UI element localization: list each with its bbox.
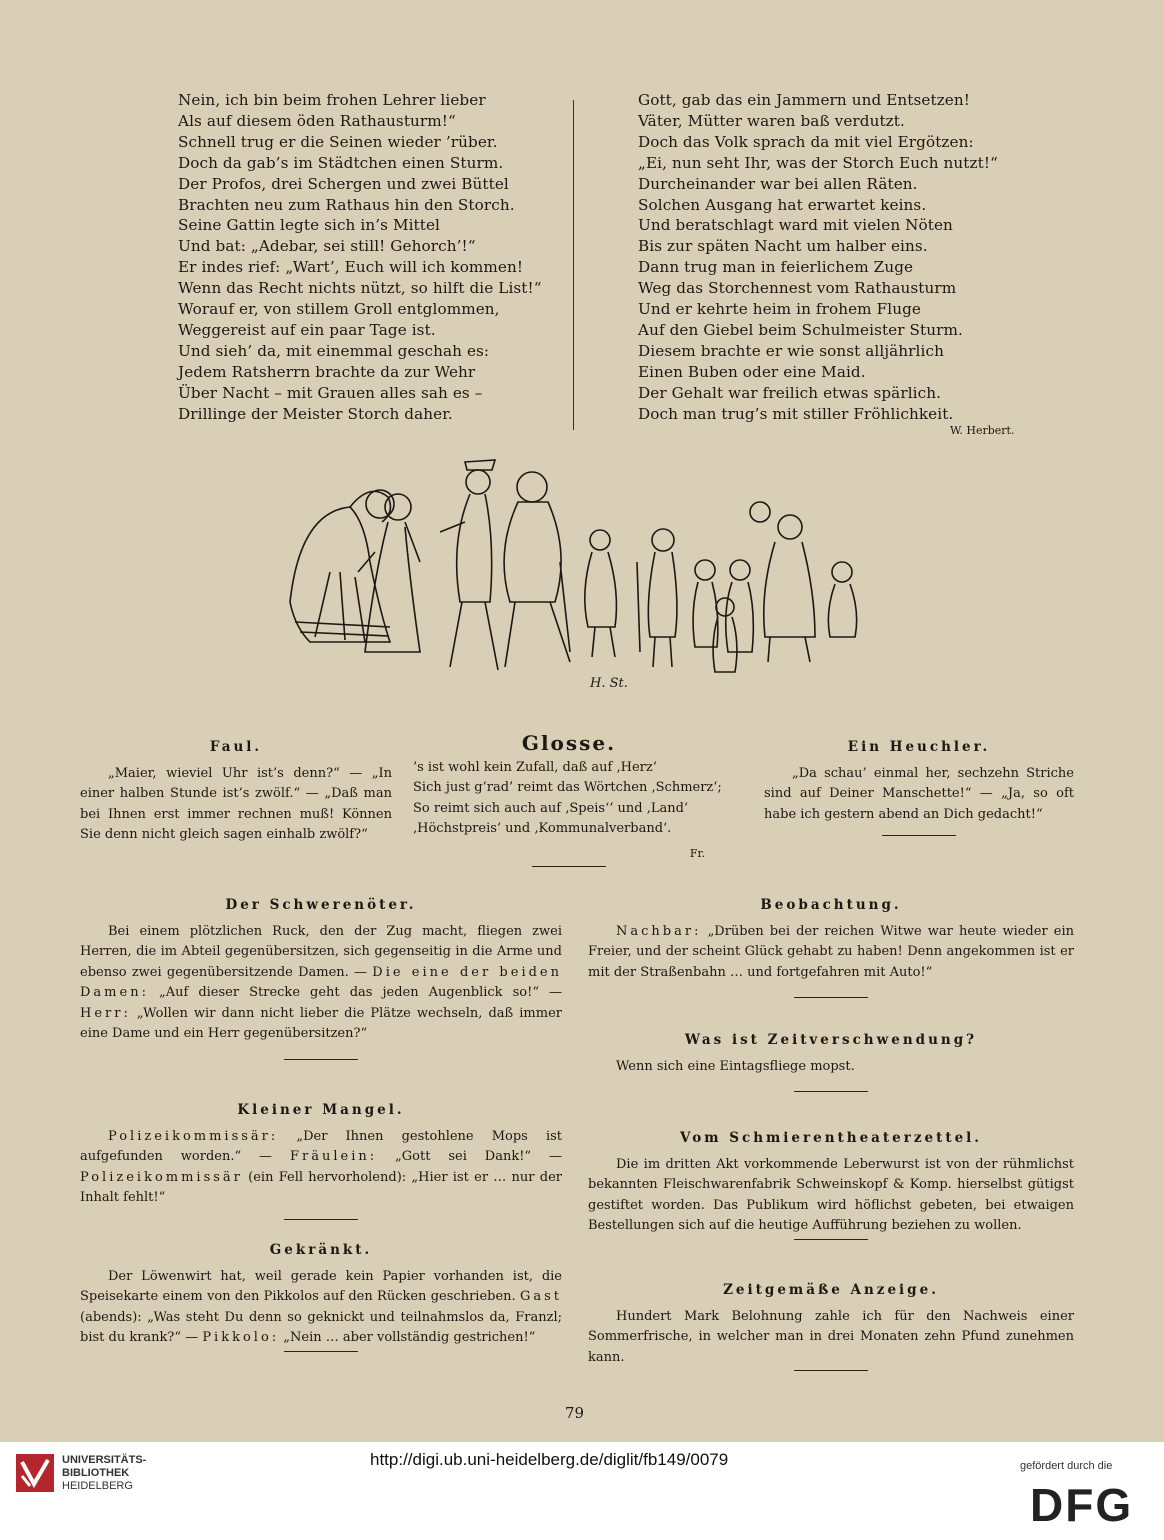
poem-line: Der Gehalt war freilich etwas spärlich. <box>638 383 942 402</box>
poem-line: Dann trug man in feierlichem Zuge <box>638 258 914 277</box>
section-title: Faul. <box>209 739 263 755</box>
section-gekraenkt <box>80 1240 562 1352</box>
poem-line: Einen Buben oder eine Maid. <box>638 362 866 381</box>
section-title: Der Schwerenöter. <box>225 897 417 913</box>
section-text: Polizeikommissär: „Der Ihnen gestohlene Mops ist aufgefunden worden.“ — Fräulein: „Gott sei Dank!“ — Polizeikommissär (ein Fell hervorholend): „Hier ist er … nur der Inhalt fehlt!“ <box>80 1128 562 1205</box>
poem-line: Durcheinander war bei allen Räten. <box>638 174 918 193</box>
poem-author: W. Herbert. <box>950 424 1015 437</box>
poem-line: Der Profos, drei Schergen und zwei Büttel <box>178 174 509 193</box>
section-zeitverschwendung <box>588 1030 1074 1092</box>
section-kleiner-mangel <box>80 1100 562 1220</box>
section-title: Kleiner Mangel. <box>237 1102 405 1118</box>
poem-line: Bis zur späten Nacht um halber eins. <box>638 237 928 256</box>
poem-line: Weg das Storchennest vom Rathausturm <box>638 279 957 298</box>
poem-right-column <box>638 90 998 425</box>
poem-line: Auf den Giebel beim Schulmeister Sturm. <box>638 320 963 339</box>
poem-line: Doch man trug’s mit stiller Fröhlichkeit. <box>638 404 954 423</box>
university-library-logo-icon <box>14 1452 56 1494</box>
poem-line: Er indes rief: „Wart’, Euch will ich kommen! <box>178 258 524 277</box>
verse-line: Sich just g’rad’ reimt das Wörtchen ‚Schmerz‘; <box>413 780 722 795</box>
section-text: „Maier, wieviel Uhr ist’s denn?“ — „In einer halben Stunde ist’s zwölf.“ — „Daß man bei Ihnen erst immer rechnen muß! Können Sie denn nicht gleich sagen einhalb zwölf?“ <box>80 765 392 842</box>
poem-line: Und er kehrte heim in frohem Fluge <box>638 300 921 319</box>
poem-line: Doch da gab’s im Städtchen einen Sturm. <box>178 153 504 172</box>
section-text: Wenn sich eine Eintagsfliege mopst. <box>616 1058 855 1074</box>
poem-line: Brachten neu zum Rathaus hin den Storch. <box>178 195 515 214</box>
section-title: Was ist Zeitverschwendung? <box>684 1032 978 1048</box>
verse-line: ‚Höchstpreis‘ und ‚Kommunalverband‘. <box>413 821 672 836</box>
section-title: Ein Heuchler. <box>847 739 991 755</box>
poem-line: Diesem brachte er wie sonst alljährlich <box>638 341 944 360</box>
poem-line: Und beratschlagt ward mit vielen Nöten <box>638 216 953 235</box>
section-title: Vom Schmierentheaterzettel. <box>680 1130 982 1146</box>
section-title: Gekränkt. <box>269 1242 373 1258</box>
section-title: Zeitgemäße Anzeige. <box>723 1282 939 1298</box>
poem-line: Worauf er, von stillem Groll entglommen, <box>178 300 500 319</box>
poem-line: Weggereist auf ein paar Tage ist. <box>178 320 436 339</box>
poem-line: Und bat: „Adebar, sei still! Gehorch’!“ <box>178 237 476 256</box>
poem-line: Seine Gattin legte sich in’s Mittel <box>178 216 441 235</box>
poem-line: Nein, ich bin beim frohen Lehrer lieber <box>178 91 486 109</box>
column-divider <box>573 100 574 430</box>
section-title: Beobachtung. <box>760 897 902 913</box>
poem-line: Und sieh’ da, mit einemmal geschah es: <box>178 341 490 360</box>
glosse-verse <box>413 758 725 840</box>
poem-line: Gott, gab das ein Jammern und Entsetzen! <box>638 91 970 109</box>
section-text: „Da schau’ einmal her, sechzehn Striche sind auf Deiner Manschette!“ — „Ja, so oft habe ich gestern abend an Dich gedacht!“ <box>764 765 1074 822</box>
separator-rule <box>532 866 606 867</box>
section-schwerenoeter <box>80 895 562 1060</box>
illustration-signature: H. St. <box>590 676 628 691</box>
separator-rule <box>284 1219 358 1220</box>
separator-rule <box>882 835 956 836</box>
section-beobachtung <box>588 895 1074 998</box>
poem-left-column <box>178 90 558 425</box>
section-anzeige <box>588 1280 1074 1371</box>
poem-line: Väter, Mütter waren baß verdutzt. <box>638 111 905 130</box>
section-text: Der Löwenwirt hat, weil gerade kein Papier vorhanden ist, die Speisekarte einem von den Pikkolos auf den Rücken geschrieben. Gast (abends): „Was steht Du denn so geknickt und teilnahmslos da, Franzl; bist du krank?“ — Pikkolo: „Nein … aber vollständig gestrichen!“ <box>80 1268 562 1345</box>
procession-illustration <box>270 452 880 700</box>
separator-rule <box>794 997 868 998</box>
separator-rule <box>284 1351 358 1352</box>
poem-line: Jedem Ratsherrn brachte da zur Wehr <box>178 362 476 381</box>
separator-rule <box>794 1091 868 1092</box>
funding-note: gefördert durch die <box>1020 1460 1113 1472</box>
university-library-name: UNIVERSITÄTS- BIBLIOTHEK HEIDELBERG <box>62 1454 147 1492</box>
page-number: 79 <box>565 1404 585 1422</box>
section-text: Bei einem plötzlichen Ruck, den der Zug macht, fliegen zwei Herren, die im Abteil gegenübersitzen, sich gegenseitig in die Arme und ebenso zwei gegenübersitzende Damen. — Die eine der beiden Damen: „Auf dieser Strecke geht das jeden Augenblick so!“ — Herr: „Wollen wir dann nicht lieber die Plätze wechseln, daß immer eine Dame und ein Herr gegenübersitzen?“ <box>80 923 562 1041</box>
section-text: Die im dritten Akt vorkommende Leberwurst ist von der rühmlichst bekannten Fleischwarenfabrik Schweinskopf & Komp. hierselbst gütigst gestiftet worden. Das Publikum wird höflichst gebeten, bei etwaigen Bestellungen sich auf die heutige Aufführung beziehen zu wollen. <box>588 1156 1074 1233</box>
document-url-link[interactable]: http://digi.ub.uni-heidelberg.de/diglit/fb149/0079 <box>370 1450 729 1469</box>
section-faul <box>80 737 392 846</box>
poem-line: Solchen Ausgang hat erwartet keins. <box>638 195 927 214</box>
separator-rule <box>794 1239 868 1240</box>
section-text: Hundert Mark Belohnung zahle ich für den Nachweis einer Sommerfrische, in welcher man in drei Monaten zehn Pfund zunehmen kann. <box>588 1308 1074 1365</box>
verse-line: So reimt sich auch auf ‚Speis‘‘ und ‚Land‘ <box>413 800 689 816</box>
section-theaterzettel <box>588 1128 1074 1240</box>
section-heuchler <box>764 737 1074 836</box>
poem-line: Wenn das Recht nichts nützt, so hilft die List!“ <box>178 279 542 298</box>
footer-bar <box>0 1442 1164 1540</box>
poem-line: Doch das Volk sprach da mit viel Ergötzen: <box>638 132 974 151</box>
poem-line: Über Nacht – mit Grauen alles sah es – <box>178 383 483 402</box>
section-title: Glosse. <box>521 731 617 755</box>
poem-line: Als auf diesem öden Rathausturm!“ <box>178 111 456 130</box>
poem-line: Schnell trug er die Seinen wieder ’rüber. <box>178 132 498 151</box>
separator-rule <box>794 1370 868 1371</box>
separator-rule <box>284 1059 358 1060</box>
section-text: Nachbar: „Drüben bei der reichen Witwe war heute wieder ein Freier, und der scheint Glück gehabt zu haben! Denn angekommen ist er mit der Straßenbahn … und fortgefahren mit Auto!“ <box>588 923 1074 980</box>
poem-line: „Ei, nun seht Ihr, was der Storch Euch nutzt!“ <box>638 153 998 172</box>
section-glosse <box>413 733 725 867</box>
dfg-logo: DFG <box>1030 1479 1134 1531</box>
verse-line: ’s ist wohl kein Zufall, daß auf ‚Herz‘ <box>413 759 657 775</box>
glosse-signature: Fr. <box>689 846 705 860</box>
poem-line: Drillinge der Meister Storch daher. <box>178 404 453 423</box>
